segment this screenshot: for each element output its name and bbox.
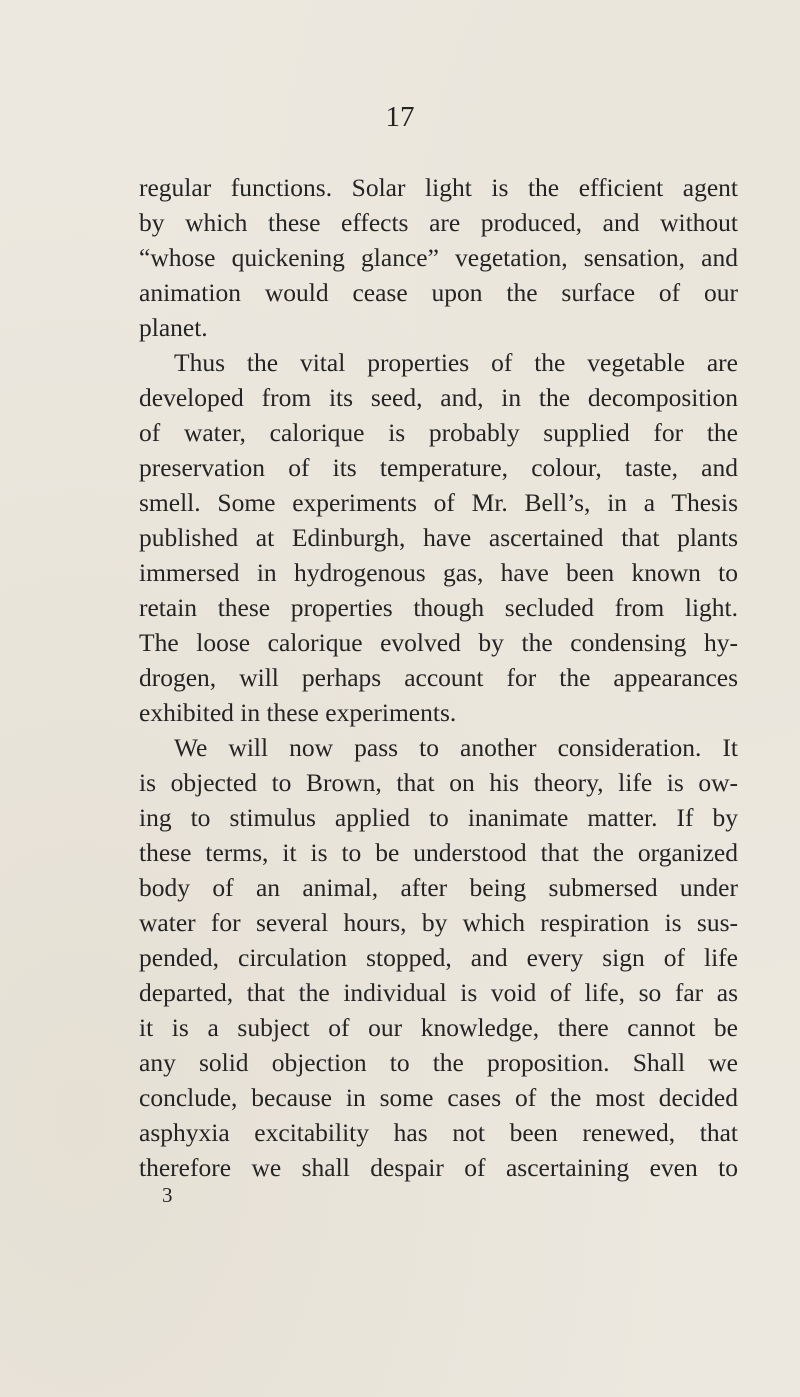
text-line: is objected to Brown, that on his theory, life is ow- [139,768,738,797]
text-line: retain these properties though secluded from light. [139,593,738,622]
text-line: body of an animal, after being submersed under [139,873,738,902]
text-line: smell. Some experiments of Mr. Bell’s, in a Thesis [139,488,738,517]
text-line: any solid objection to the proposition. Shall we [139,1048,738,1077]
text-line: therefore we shall despair of ascertaining even to [139,1153,738,1182]
text-line: preservation of its temperature, colour, taste, and [139,453,738,482]
text-line: animation would cease upon the surface of our [139,278,738,307]
signature-mark: 3 [162,1183,173,1207]
text-line: regular functions. Solar light is the efficient agent [139,173,738,202]
text-line: it is a subject of our knowledge, there cannot be [139,1013,738,1042]
text-line: departed, that the individual is void of life, so far as [139,978,738,1007]
text-line: Thus the vital properties of the vegetable are [174,348,738,377]
text-line: published at Edinburgh, have ascertained that plants [139,523,738,552]
text-line: immersed in hydrogenous gas, have been known to [139,558,738,587]
text-line: by which these effects are produced, and without [139,208,738,237]
text-line: of water, calorique is probably supplied for the [139,418,738,447]
text-line: these terms, it is to be understood that the organized [139,838,738,867]
text-line: drogen, will perhaps account for the appearances [139,663,738,692]
text-line: planet. [139,313,208,342]
text-line: ing to stimulus applied to inanimate matter. If by [139,803,738,832]
text-line: The loose calorique evolved by the condensing hy- [139,628,738,657]
text-line: conclude, because in some cases of the most decided [139,1083,738,1112]
text-line: pended, circulation stopped, and every sign of life [139,943,738,972]
text-line: exhibited in these experiments. [139,698,457,727]
text-line: water for several hours, by which respiration is sus- [139,908,738,937]
text-line: developed from its seed, and, in the decomposition [139,383,738,412]
text-line: We will now pass to another consideration. It [174,733,738,762]
page-number: 17 [385,101,415,133]
text-line: “whose quickening glance” vegetation, sensation, and [139,243,738,272]
text-line: asphyxia excitability has not been renewed, that [139,1118,738,1147]
